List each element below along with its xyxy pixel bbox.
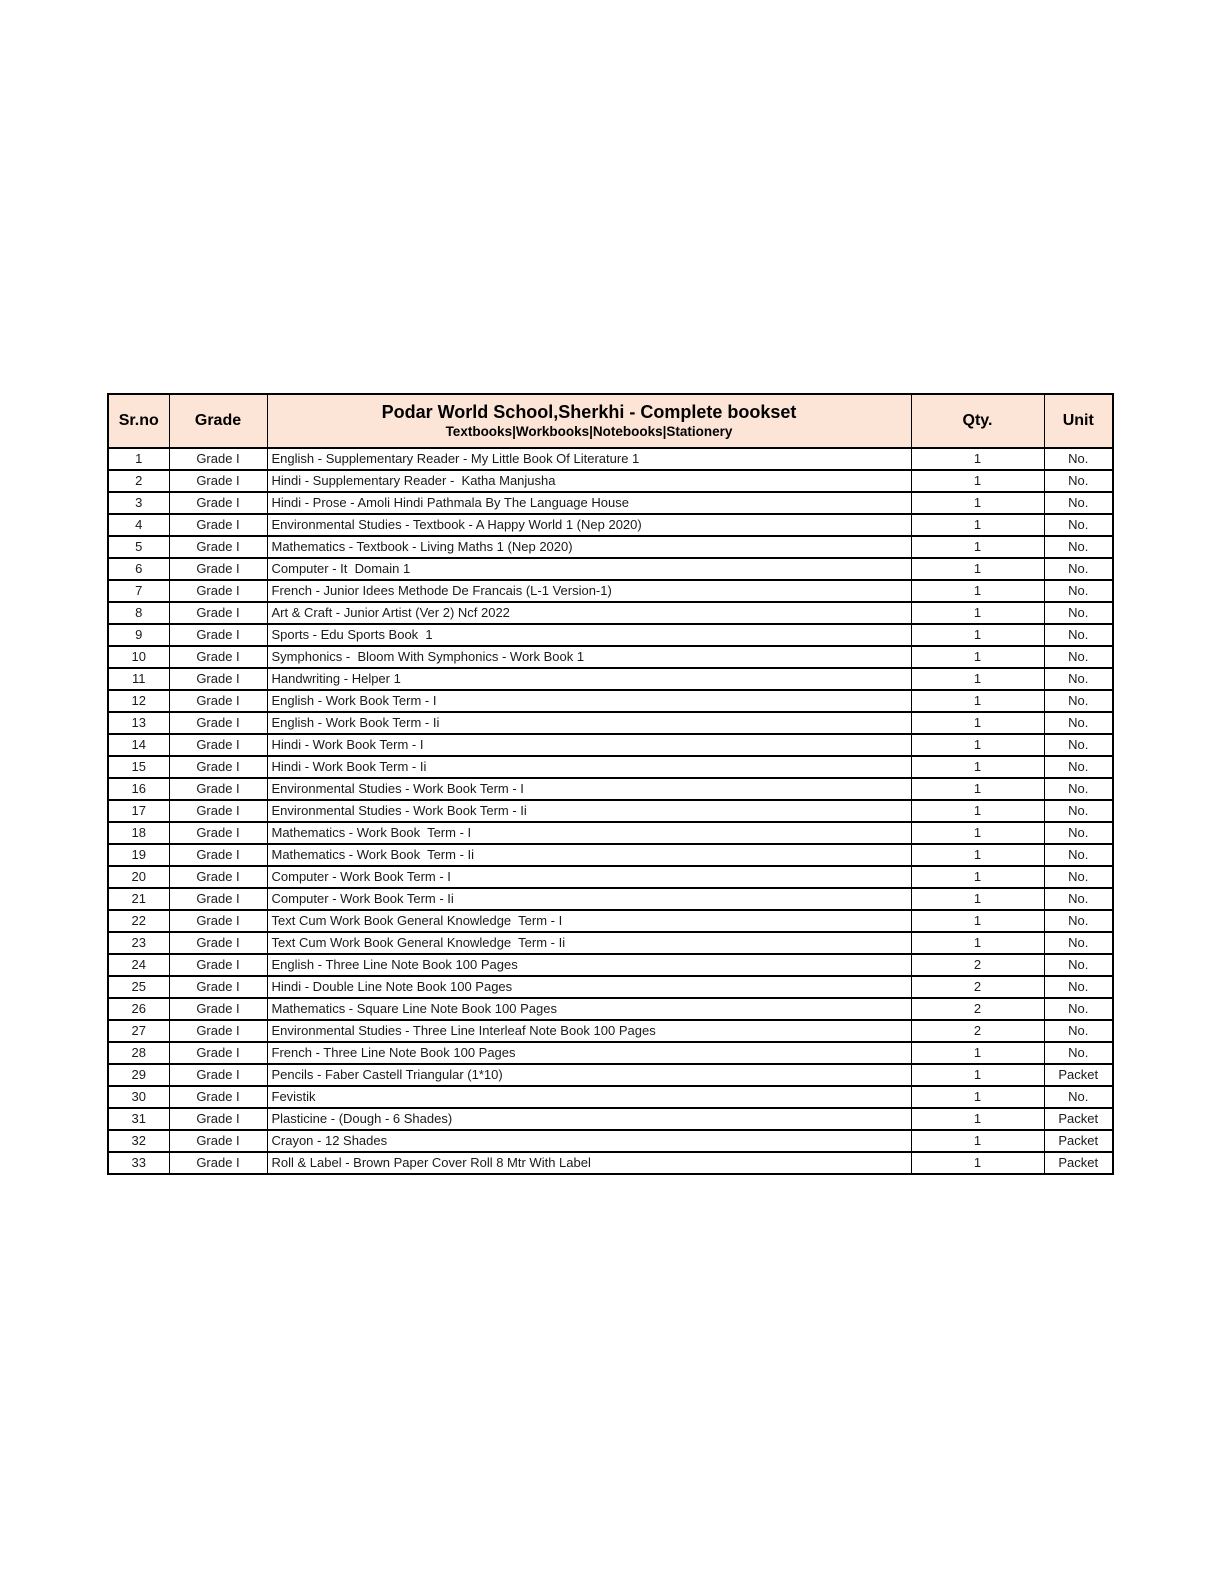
grade-cell: Grade I — [169, 602, 267, 624]
table-row — [108, 888, 1113, 910]
table-row — [108, 998, 1113, 1020]
grade-cell: Grade I — [169, 976, 267, 998]
item-cell: French - Three Line Note Book 100 Pages — [267, 1042, 911, 1064]
table-row — [108, 1108, 1113, 1130]
srno-cell: 13 — [108, 712, 169, 734]
item-cell: Plasticine - (Dough - 6 Shades) — [267, 1108, 911, 1130]
qty-cell: 1 — [911, 1130, 1044, 1152]
unit-cell: No. — [1044, 690, 1113, 712]
table-header-row — [108, 394, 1113, 448]
table-row — [108, 800, 1113, 822]
srno-cell: 30 — [108, 1086, 169, 1108]
unit-cell: No. — [1044, 668, 1113, 690]
srno-cell: 24 — [108, 954, 169, 976]
table-subtitle: Textbooks|Workbooks|Notebooks|Stationery — [445, 424, 733, 440]
unit-cell: No. — [1044, 470, 1113, 492]
table-row — [108, 976, 1113, 998]
unit-cell: No. — [1044, 822, 1113, 844]
unit-cell: No. — [1044, 844, 1113, 866]
srno-cell: 7 — [108, 580, 169, 602]
unit-cell: No. — [1044, 998, 1113, 1020]
grade-cell: Grade I — [169, 822, 267, 844]
table-row — [108, 778, 1113, 800]
table-title: Podar World School,Sherkhi - Complete bookset — [381, 401, 797, 422]
grade-cell: Grade I — [169, 448, 267, 470]
table-row — [108, 580, 1113, 602]
unit-cell: No. — [1044, 602, 1113, 624]
item-cell: French - Junior Idees Methode De Francais (L-1 Version-1) — [267, 580, 911, 602]
item-cell: English - Work Book Term - I — [267, 690, 911, 712]
grade-cell: Grade I — [169, 756, 267, 778]
srno-cell: 10 — [108, 646, 169, 668]
qty-cell: 1 — [911, 492, 1044, 514]
table-row — [108, 932, 1113, 954]
qty-cell: 1 — [911, 1042, 1044, 1064]
item-cell: Sports - Edu Sports Book 1 — [267, 624, 911, 646]
qty-cell: 1 — [911, 690, 1044, 712]
grade-cell: Grade I — [169, 1020, 267, 1042]
grade-cell: Grade I — [169, 624, 267, 646]
unit-cell: Packet — [1044, 1152, 1113, 1174]
unit-cell: No. — [1044, 954, 1113, 976]
srno-cell: 4 — [108, 514, 169, 536]
table-row — [108, 954, 1113, 976]
grade-cell: Grade I — [169, 712, 267, 734]
srno-cell: 5 — [108, 536, 169, 558]
srno-cell: 27 — [108, 1020, 169, 1042]
qty-cell: 1 — [911, 668, 1044, 690]
grade-cell: Grade I — [169, 932, 267, 954]
unit-cell: No. — [1044, 492, 1113, 514]
srno-cell: 8 — [108, 602, 169, 624]
item-cell: Hindi - Work Book Term - I — [267, 734, 911, 756]
grade-cell: Grade I — [169, 1064, 267, 1086]
grade-cell: Grade I — [169, 844, 267, 866]
item-cell: English - Three Line Note Book 100 Pages — [267, 954, 911, 976]
item-cell: Mathematics - Work Book Term - Ii — [267, 844, 911, 866]
grade-cell: Grade I — [169, 910, 267, 932]
unit-cell: No. — [1044, 558, 1113, 580]
srno-cell: 33 — [108, 1152, 169, 1174]
qty-cell: 1 — [911, 932, 1044, 954]
item-cell: Mathematics - Work Book Term - I — [267, 822, 911, 844]
qty-cell: 1 — [911, 1064, 1044, 1086]
header-title-cell — [267, 394, 911, 448]
grade-cell: Grade I — [169, 1086, 267, 1108]
table-row — [108, 866, 1113, 888]
table-row — [108, 1130, 1113, 1152]
grade-cell: Grade I — [169, 778, 267, 800]
grade-cell: Grade I — [169, 1042, 267, 1064]
unit-cell: No. — [1044, 514, 1113, 536]
qty-cell: 1 — [911, 734, 1044, 756]
item-cell: Text Cum Work Book General Knowledge Term - Ii — [267, 932, 911, 954]
item-cell: Art & Craft - Junior Artist (Ver 2) Ncf 2022 — [267, 602, 911, 624]
unit-cell: No. — [1044, 932, 1113, 954]
qty-cell: 1 — [911, 624, 1044, 646]
qty-cell: 1 — [911, 712, 1044, 734]
unit-cell: Packet — [1044, 1108, 1113, 1130]
qty-cell: 1 — [911, 822, 1044, 844]
qty-cell: 2 — [911, 998, 1044, 1020]
srno-cell: 12 — [108, 690, 169, 712]
table-row — [108, 536, 1113, 558]
srno-cell: 20 — [108, 866, 169, 888]
item-cell: Roll & Label - Brown Paper Cover Roll 8 Mtr With Label — [267, 1152, 911, 1174]
item-cell: Mathematics - Textbook - Living Maths 1 (Nep 2020) — [267, 536, 911, 558]
srno-cell: 31 — [108, 1108, 169, 1130]
table-row — [108, 822, 1113, 844]
table-row — [108, 690, 1113, 712]
unit-cell: No. — [1044, 1086, 1113, 1108]
table-row — [108, 734, 1113, 756]
grade-cell: Grade I — [169, 888, 267, 910]
srno-cell: 6 — [108, 558, 169, 580]
qty-cell: 1 — [911, 866, 1044, 888]
table-row — [108, 756, 1113, 778]
qty-cell: 1 — [911, 844, 1044, 866]
srno-cell: 15 — [108, 756, 169, 778]
unit-cell: No. — [1044, 778, 1113, 800]
srno-cell: 18 — [108, 822, 169, 844]
header-unit: Unit — [1044, 394, 1113, 448]
grade-cell: Grade I — [169, 668, 267, 690]
table-row — [108, 1020, 1113, 1042]
item-cell: Computer - It Domain 1 — [267, 558, 911, 580]
grade-cell: Grade I — [169, 1130, 267, 1152]
unit-cell: No. — [1044, 910, 1113, 932]
qty-cell: 1 — [911, 800, 1044, 822]
qty-cell: 1 — [911, 888, 1044, 910]
srno-cell: 32 — [108, 1130, 169, 1152]
grade-cell: Grade I — [169, 536, 267, 558]
unit-cell: No. — [1044, 580, 1113, 602]
unit-cell: No. — [1044, 756, 1113, 778]
item-cell: Hindi - Supplementary Reader - Katha Manjusha — [267, 470, 911, 492]
unit-cell: No. — [1044, 536, 1113, 558]
unit-cell: No. — [1044, 1042, 1113, 1064]
grade-cell: Grade I — [169, 492, 267, 514]
grade-cell: Grade I — [169, 514, 267, 536]
grade-cell: Grade I — [169, 866, 267, 888]
unit-cell: No. — [1044, 734, 1113, 756]
qty-cell: 1 — [911, 558, 1044, 580]
item-cell: Environmental Studies - Three Line Interleaf Note Book 100 Pages — [267, 1020, 911, 1042]
grade-cell: Grade I — [169, 1152, 267, 1174]
table-row — [108, 448, 1113, 470]
item-cell: Pencils - Faber Castell Triangular (1*10) — [267, 1064, 911, 1086]
item-cell: Hindi - Prose - Amoli Hindi Pathmala By The Language House — [267, 492, 911, 514]
qty-cell: 1 — [911, 756, 1044, 778]
unit-cell: No. — [1044, 866, 1113, 888]
unit-cell: No. — [1044, 712, 1113, 734]
table-row — [108, 1042, 1113, 1064]
table-row — [108, 470, 1113, 492]
item-cell: English - Supplementary Reader - My Little Book Of Literature 1 — [267, 448, 911, 470]
srno-cell: 26 — [108, 998, 169, 1020]
srno-cell: 23 — [108, 932, 169, 954]
unit-cell: Packet — [1044, 1064, 1113, 1086]
qty-cell: 1 — [911, 1108, 1044, 1130]
srno-cell: 9 — [108, 624, 169, 646]
grade-cell: Grade I — [169, 1108, 267, 1130]
item-cell: Handwriting - Helper 1 — [267, 668, 911, 690]
grade-cell: Grade I — [169, 470, 267, 492]
qty-cell: 1 — [911, 514, 1044, 536]
table-row — [108, 602, 1113, 624]
qty-cell: 2 — [911, 1020, 1044, 1042]
srno-cell: 1 — [108, 448, 169, 470]
unit-cell: No. — [1044, 646, 1113, 668]
table-row — [108, 844, 1113, 866]
table-row — [108, 910, 1113, 932]
header-grade: Grade — [169, 394, 267, 448]
item-cell: Crayon - 12 Shades — [267, 1130, 911, 1152]
qty-cell: 1 — [911, 580, 1044, 602]
srno-cell: 21 — [108, 888, 169, 910]
table-row — [108, 712, 1113, 734]
unit-cell: No. — [1044, 624, 1113, 646]
grade-cell: Grade I — [169, 998, 267, 1020]
srno-cell: 19 — [108, 844, 169, 866]
qty-cell: 1 — [911, 1086, 1044, 1108]
unit-cell: No. — [1044, 976, 1113, 998]
qty-cell: 1 — [911, 646, 1044, 668]
srno-cell: 14 — [108, 734, 169, 756]
table-row — [108, 1086, 1113, 1108]
item-cell: Environmental Studies - Work Book Term - Ii — [267, 800, 911, 822]
item-cell: Mathematics - Square Line Note Book 100 Pages — [267, 998, 911, 1020]
table-row — [108, 558, 1113, 580]
unit-cell: No. — [1044, 1020, 1113, 1042]
srno-cell: 29 — [108, 1064, 169, 1086]
qty-cell: 1 — [911, 470, 1044, 492]
srno-cell: 22 — [108, 910, 169, 932]
item-cell: Text Cum Work Book General Knowledge Term - I — [267, 910, 911, 932]
grade-cell: Grade I — [169, 690, 267, 712]
item-cell: Computer - Work Book Term - I — [267, 866, 911, 888]
table-row — [108, 1064, 1113, 1086]
qty-cell: 2 — [911, 976, 1044, 998]
qty-cell: 1 — [911, 448, 1044, 470]
item-cell: Computer - Work Book Term - Ii — [267, 888, 911, 910]
table-row — [108, 668, 1113, 690]
item-cell: Fevistik — [267, 1086, 911, 1108]
bookset-table — [107, 393, 1114, 1175]
srno-cell: 25 — [108, 976, 169, 998]
item-cell: Environmental Studies - Work Book Term - I — [267, 778, 911, 800]
qty-cell: 1 — [911, 602, 1044, 624]
srno-cell: 11 — [108, 668, 169, 690]
header-srno: Sr.no — [108, 394, 169, 448]
qty-cell: 1 — [911, 536, 1044, 558]
qty-cell: 1 — [911, 1152, 1044, 1174]
unit-cell: Packet — [1044, 1130, 1113, 1152]
srno-cell: 2 — [108, 470, 169, 492]
item-cell: Hindi - Double Line Note Book 100 Pages — [267, 976, 911, 998]
srno-cell: 3 — [108, 492, 169, 514]
item-cell: English - Work Book Term - Ii — [267, 712, 911, 734]
grade-cell: Grade I — [169, 800, 267, 822]
table-row — [108, 624, 1113, 646]
qty-cell: 2 — [911, 954, 1044, 976]
table-row — [108, 492, 1113, 514]
grade-cell: Grade I — [169, 646, 267, 668]
grade-cell: Grade I — [169, 580, 267, 602]
item-cell: Environmental Studies - Textbook - A Happy World 1 (Nep 2020) — [267, 514, 911, 536]
unit-cell: No. — [1044, 800, 1113, 822]
header-qty: Qty. — [911, 394, 1044, 448]
unit-cell: No. — [1044, 448, 1113, 470]
grade-cell: Grade I — [169, 734, 267, 756]
table-row — [108, 1152, 1113, 1174]
grade-cell: Grade I — [169, 558, 267, 580]
table-row — [108, 514, 1113, 536]
item-cell: Hindi - Work Book Term - Ii — [267, 756, 911, 778]
srno-cell: 17 — [108, 800, 169, 822]
srno-cell: 16 — [108, 778, 169, 800]
unit-cell: No. — [1044, 888, 1113, 910]
qty-cell: 1 — [911, 910, 1044, 932]
item-cell: Symphonics - Bloom With Symphonics - Work Book 1 — [267, 646, 911, 668]
qty-cell: 1 — [911, 778, 1044, 800]
srno-cell: 28 — [108, 1042, 169, 1064]
grade-cell: Grade I — [169, 954, 267, 976]
table-row — [108, 646, 1113, 668]
